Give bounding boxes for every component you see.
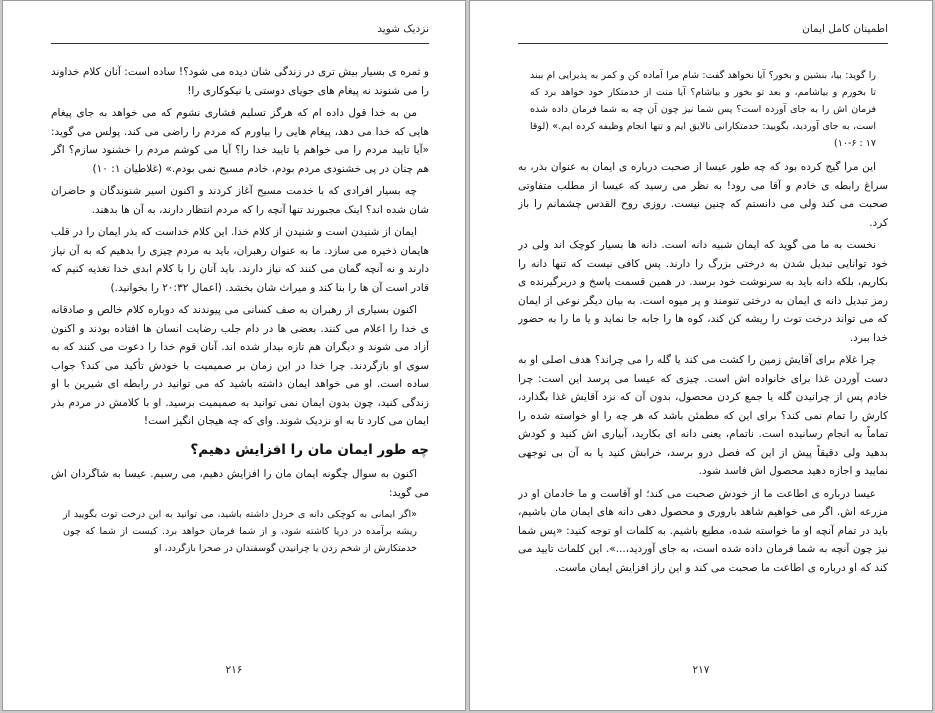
- scripture-quote: «اگر ایمانی به کوچکی دانه ی خردل داشته باشید، می توانید به این درخت توت بگویید از ریشه برآمده در دریا کاشته شود، و از شما فرمان خواهد برد. کیست از شما که چون خدمتکارش از شخم زدن یا چرانیدن گوسفندان در صحرا بازگردد، او: [63, 509, 417, 554]
- left-page-body: [51, 63, 429, 650]
- running-header-left: نزدیک شوید: [51, 23, 429, 44]
- paragraph: اکنون بسیاری از رهبران به صف کسانی می پیوندند که دوباره کلام خالص و صادقانه ی خدا را اعلام می کنند. بعضی ها در دام جلب رضایت انسان ها افتاده بودند و اکنون آزاد می شوند و دیگران هم تازه بیدار شده اند. آنان قوم خدا را دعوت می کنند که به سوی او بازگردند. چرا خدا در این زمان بر صمیمیت با خودش تأکید می کند؟ جواب ساده است. او می خواهد ایمان داشته باشید که می توانید در رابطه ای شیرین با او زندگی کنید، چون بدون ایمان نمی توانید به صمیمیت برسید. او با کلامش در مردم بذر ایمان می کارد تا به او نزدیک شوند. وای که چه هیجان انگیز است!: [51, 304, 429, 427]
- paragraph: و ثمره ی بسیار بیش تری در زندگی شان دیده می شود؟! ساده است: آنان کلام خداوند را می شنوند نه پیغام های جویای دوستی یا نیکوکاری را!: [51, 66, 429, 97]
- paragraph: عیسا درباره ی اطاعت ما از خودش صحبت می کند؛ او آقاست و ما خادمان او در مزرعه اش. اگر می خواهیم شاهد باروری و محصول دهی دانه های ایمان مان باشیم، باید در تمام آنچه او ما خواسته شده، مطیع باشیم. به کلمات او توجه کنید: «پس شما نیز چون آنچه به شما فرمان داده شده است، به جای آوردید،...». این کلمات تایید می کند که او درباره ی اطاعت ما صحبت می کند و این راز افزایش ایمان ماست.: [518, 487, 888, 574]
- paragraph: چرا غلام برای آقایش زمین را کشت می کند یا گله را می چراند؟ هدف اصلی او به دست آوردن غذا برای خانواده اش است. چیزی که عیسا می پرسد این است: چرا خادم پس از چرانیدن گله یا جمع کردن محصول، بدون آن که نزد آقایش غذا بگذارد، کارش را تمام نمی کند؟ برای این که مطمئن باشد که هر چه را او خواسته شده را تماماً به انجام رسانیده است. ناتمام، یعنی دانه ای بکارید، آبیاری اش کنید و کودش بدهید ولی دقیقاً پیش از این که فصل درو برسد، خرابش کنید یا به آن بی توجهی نمایید و اجازه دهید محصول اش فاسد شود.: [518, 354, 888, 477]
- paragraph: اکنون به سوال چگونه ایمان مان را افزایش دهیم، می رسیم. عیسا به شاگردان اش می گوید:: [51, 468, 429, 499]
- right-page: [469, 0, 933, 711]
- running-header-right: اطمینان کامل ایمان: [518, 23, 888, 44]
- scripture-quote: را گوید: بیا، بنشین و بخور؟ آیا نخواهد گفت: شام مرا آماده کن و کمر به پذیرایی ام ببند تا بخورم و بیاشامم، و بعد تو بخور و بیاشام؟ آیا منت از خدمتکار خود خواهد برد که فرمان اش را به جای آورده است؟ پس شما نیز چون آن چه به شما فرمان داده شده است، به جای آوردید، بگویید: خدمتکارانی نالایق ایم و تنها انجام وظیفه کرده ایم.» (لوقا ۱۷ : ۶-۱۰): [530, 70, 876, 149]
- paragraph: ایمان از شنیدن است و شنیدن از کلام خدا. این کلام خداست که بذر ایمان را در قلب هایمان ذخیره می سازد. ما به عنوان رهبران، باید به مردم چیزی را بدهیم که به آن نیاز دارند و نه آنچه گمان می کنند که نیاز دارند. باید آنان را با کلام ابدی خدا تغذیه کنیم که قادر است آن ها را بنا کند و میراث شان بخشد. (اعمال ۲۰:۳۲ را بخوانید.): [51, 226, 429, 294]
- page-number-left: ۲۱۶: [225, 664, 243, 676]
- paragraph: این مرا گیج کرده بود که چه طور عیسا از صحبت درباره ی ایمان به عنوان بذر، به سراغ رابطه ی خادم و آقا می رود! به نظر می رسید که عیسا از مطلب متفاوتی صحبت می کند ولی می دانستم که چنین نیست. روزی روح القدس چشمانم را باز کرد.: [518, 161, 888, 229]
- paragraph: نخست به ما می گوید که ایمان شبیه دانه است. دانه ها بسیار کوچک اند ولی در خود توانایی تبدیل شدن به درختی بزرگ را دارند. پس کافی نیست که تنها دانه را بکاریم، بلکه دانه باید به سرنوشت خود برسد. در همین قسمت پاسخ و دربرگیرنده ی رمز تبدیل دانه ی ایمان به درختی تنومند و پر میوه است. به بیان دیگر نوعی از ایمان که می تواند درخت توت را ریشه کن کند، کوه ها را جابه جا نماید و یا ما را به حضور خدا ببرد.: [518, 239, 888, 344]
- right-page-body: [518, 63, 888, 650]
- page-number-right: ۲۱۷: [692, 664, 710, 676]
- paragraph: من به خدا قول داده ام که هرگز تسلیم فشاری نشوم که می خواهد به جای پیغام هایی که خدا می دهد، پیغام هایی را بیاورم که مردم را راضی می کند. پولس می گوید: «آیا تایید مردم را می خواهم یا تایید خدا را؟ آیا می کوشم مردم را خشنود سازم؟ اگر هم چنان در پی خشنودی مردم بودم، خادم مسیح نمی بودم.» (غلاطیان ۱: ۱۰): [51, 107, 429, 175]
- paragraph: چه بسیار افرادی که با خدمت مسیح آغاز کردند و اکنون اسیر شنوندگان و حاضران شان شده اند؟ اینک مجبورند تنها آنچه را که مردم انتظار دارند، به آن ها بدهند.: [51, 185, 429, 216]
- section-heading: چه طور ایمان مان را افزایش دهیم؟: [190, 441, 429, 458]
- left-page: [2, 0, 466, 711]
